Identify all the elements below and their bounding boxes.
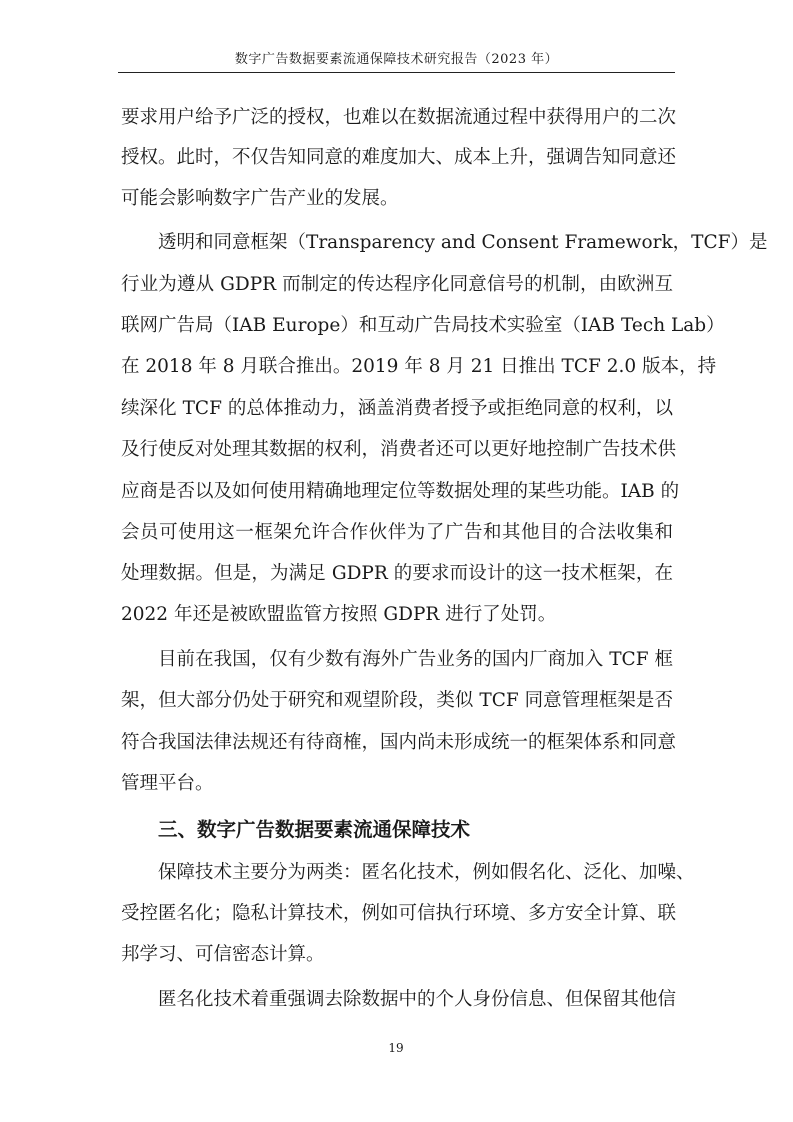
paragraph-line: 授权。此时，不仅告知同意的难度加大、成本上升，强调告知同意还 xyxy=(121,147,677,168)
paragraph-line: 架，但大部分仍处于研究和观望阶段，类似 TCF 同意管理框架是否 xyxy=(121,690,673,711)
paragraph-line: 处理数据。但是，为满足 GDPR 的要求而设计的这一技术框架，在 xyxy=(121,563,673,584)
paragraph-line: 邦学习、可信密态计算。 xyxy=(121,944,325,965)
paragraph-line: 会员可使用这一框架允许合作伙伴为了广告和其他目的合法收集和 xyxy=(121,522,673,543)
paragraph-line: 在 2018 年 8 月联合推出。2019 年 8 月 21 日推出 TCF 2.0 版本，持 xyxy=(121,356,717,377)
paragraph-line: 要求用户给予广泛的授权，也难以在数据流通过程中获得用户的二次 xyxy=(121,107,677,128)
paragraph-line: 保障技术主要分为两类：匿名化技术，例如假名化、泛化、加噪、 xyxy=(158,862,695,883)
header-title: 数字广告数据要素流通保障技术研究报告（2023 年） xyxy=(234,52,559,67)
paragraph-line: 透明和同意框架（Transparency and Consent Framework，TCF）是 xyxy=(158,232,768,253)
section-heading: 三、数字广告数据要素流通保障技术 xyxy=(158,818,471,841)
paragraph-line: 续深化 TCF 的总体推动力，涵盖消费者授予或拒绝同意的权利，以 xyxy=(121,398,673,419)
header-divider xyxy=(118,72,675,73)
paragraph-line: 可能会影响数字广告产业的发展。 xyxy=(121,188,399,209)
paragraph-line: 符合我国法律法规还有待商榷，国内尚未形成统一的框架体系和同意 xyxy=(121,732,677,753)
paragraph-line: 及行使反对处理其数据的权利，消费者还可以更好地控制广告技术供 xyxy=(121,439,677,460)
paragraph-line: 2022 年还是被欧盟监管方按照 GDPR 进行了处罚。 xyxy=(121,604,557,625)
paragraph-line: 目前在我国，仅有少数有海外广告业务的国内厂商加入 TCF 框 xyxy=(158,649,673,670)
paragraph-line: 管理平台。 xyxy=(121,773,214,794)
paragraph-line: 受控匿名化；隐私计算技术，例如可信执行环境、多方安全计算、联 xyxy=(121,903,677,924)
paragraph-line: 行业为遵从 GDPR 而制定的传达程序化同意信号的机制，由欧洲互 xyxy=(121,274,673,295)
paragraph-line: 匿名化技术着重强调去除数据中的个人身份信息、但保留其他信 xyxy=(158,989,677,1010)
paragraph-line: 应商是否以及如何使用精确地理定位等数据处理的某些功能。IAB 的 xyxy=(121,481,680,502)
paragraph-line: 联网广告局（IAB Europe）和互动广告局技术实验室（IAB Tech Lab） xyxy=(121,315,725,336)
page-number: 19 xyxy=(388,1041,404,1055)
